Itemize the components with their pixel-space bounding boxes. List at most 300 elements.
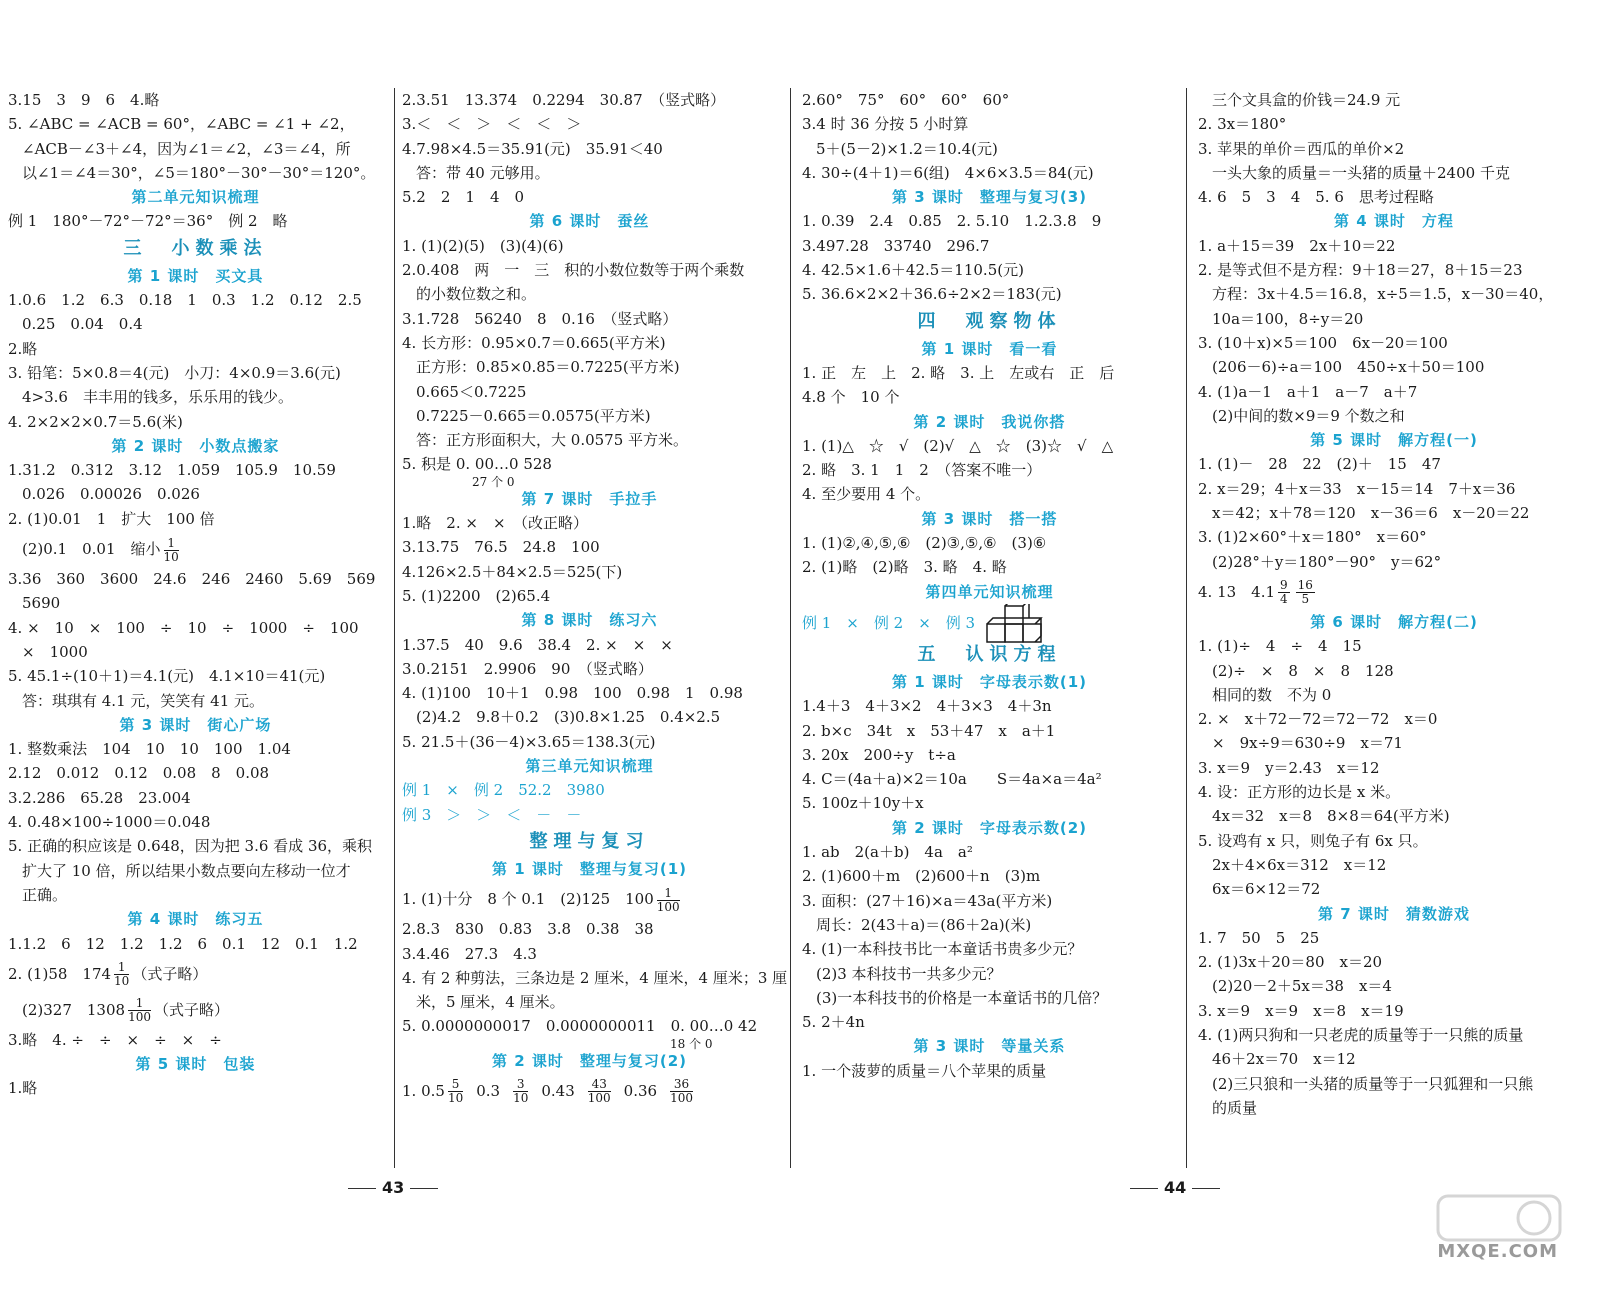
answer-line — [8, 834, 383, 858]
line-text: 第 3 课时 整理与复习(3) — [891, 188, 1088, 207]
line-text: 2. (1)600＋m (2)600＋n (3)m — [802, 867, 1041, 886]
answer-line — [8, 458, 383, 482]
answer-line — [402, 778, 777, 802]
fraction-numerator: 1 — [114, 961, 129, 975]
answer-line — [8, 361, 383, 385]
answer-line — [802, 937, 1177, 961]
line-text: 例 3 ＞ ＞ ＜ － － — [402, 805, 582, 824]
answer-line — [8, 883, 383, 907]
answer-line — [802, 986, 1177, 1010]
line-text: 第 4 课时 练习五 — [127, 910, 264, 929]
line-text: 3. 苹果的单价＝西瓜的单价×2 — [1198, 139, 1405, 158]
answer-line — [802, 1059, 1177, 1083]
line-text: 正确。 — [22, 885, 68, 904]
lesson-heading — [402, 754, 777, 778]
line-text: 三个文具盒的价钱＝24.9 元 — [1212, 91, 1401, 109]
lesson-heading — [802, 337, 1177, 361]
unit-heading — [802, 307, 1177, 337]
answer-line — [8, 410, 383, 434]
line-text: 2. 3x＝180° — [1198, 115, 1287, 134]
answer-line — [8, 664, 383, 688]
line-text: × 9x÷9＝630÷9 x＝71 — [1212, 734, 1403, 753]
line-text: 2.0.408 两 一 三 积的小数位数等于两个乘数 — [402, 261, 745, 280]
answer-line — [8, 567, 383, 591]
line-text: (2)3 本科技书一共多少元？ — [816, 964, 1002, 983]
line-text: 以∠1＝∠4＝30°，∠5＝180°－30°－30°＝120°。 — [22, 163, 376, 182]
answer-line — [802, 209, 1177, 233]
line-text: 周长：2(43＋a)＝(86＋2a)(米) — [816, 915, 1032, 934]
line-text: 2x＋4×6x＝312 x＝12 — [1212, 855, 1387, 874]
value-text: 0.36 — [623, 1081, 658, 1100]
line-text: 1.0.6 1.2 6.3 0.18 1 0.3 1.2 0.12 2.5 — [8, 291, 362, 310]
fraction — [1296, 579, 1315, 606]
line-text: 1. 正 左 上 2. 略 3. 上 左或右 正 后 — [802, 363, 1115, 382]
answer-line — [1198, 234, 1590, 258]
answer-line — [802, 458, 1177, 482]
answer-line — [1198, 756, 1590, 780]
answer-line — [802, 767, 1177, 791]
answer-line — [8, 209, 383, 233]
answer-line — [8, 161, 383, 185]
fraction — [164, 537, 179, 564]
line-text: 2. × x＋72－72＝72－72 x＝0 — [1198, 710, 1438, 729]
answer-line — [802, 962, 1177, 986]
fraction — [588, 1078, 611, 1105]
line-text: 3. (10＋x)×5＝100 6x－20＝100 — [1198, 333, 1448, 352]
underbrace-note — [402, 1036, 777, 1051]
line-text: 1. (1)②,④,⑤,⑥ (2)③,⑤,⑥ (3)⑥ — [802, 534, 1047, 553]
answer-line — [8, 932, 383, 956]
line-text: 第 1 课时 整理与复习(1) — [491, 859, 688, 878]
fraction-denominator: 10 — [447, 1091, 464, 1106]
fraction-numerator: 3 — [513, 1078, 528, 1092]
line-text: 3. 20x 200÷y t÷a — [802, 745, 956, 764]
line-text: 第 3 课时 搭一搭 — [921, 509, 1058, 528]
fraction — [513, 1078, 528, 1105]
line-text: 1. a＋15＝39 2x＋10＝22 — [1198, 236, 1396, 255]
line-text: 0.665＜0.7225 — [416, 382, 527, 401]
fraction — [114, 961, 129, 988]
answer-line — [802, 743, 1177, 767]
fraction-numerator: 43 — [588, 1078, 611, 1092]
answer-line — [1198, 1047, 1590, 1071]
line-text: x＝42；x＋78＝120 x－36＝6 x－20＝22 — [1212, 504, 1530, 523]
line-text: 3. 铅笔：5×0.8＝4(元) 小刀：4×0.9＝3.6(元) — [8, 363, 341, 382]
answer-line — [8, 531, 383, 567]
line-text: (2)0.1 0.01 缩小 — [22, 540, 161, 559]
line-text: 4.8 个 10 个 — [802, 388, 900, 407]
answer-line — [8, 591, 383, 615]
underbrace-note — [402, 474, 777, 489]
answer-line — [402, 917, 777, 941]
answer-line — [402, 535, 777, 559]
line-text: 3.15 3 9 6 4.略 — [8, 91, 160, 109]
lesson-heading — [802, 410, 1177, 434]
line-text: 第二单元知识梳理 — [131, 188, 260, 207]
lesson-heading — [802, 507, 1177, 531]
answer-line — [802, 258, 1177, 282]
line-text: 3.4 时 36 分按 5 小时算 — [802, 115, 969, 134]
line-text: 1. (1)－ 28 22 (2)＋ 15 47 — [1198, 455, 1441, 474]
answer-line — [8, 992, 383, 1028]
answer-line — [402, 88, 777, 112]
line-text: 5. 0.0000000017 0.0000000011 0. 00…0 42 — [402, 1017, 758, 1036]
line-text: 第 5 课时 解方程(一) — [1310, 431, 1478, 450]
watermark-text: MXQE.COM — [1437, 1241, 1558, 1262]
line-text: 4. 有 2 种剪法，三条边是 2 厘米，4 厘米，4 厘米；3 厘 — [402, 968, 788, 987]
line-text: ∠ACB－∠3＋∠4，因为∠1＝∠2，∠3＝∠4，所 — [22, 139, 351, 158]
line-text: 4x＝32 x＝8 8×8＝64(平方米) — [1212, 807, 1450, 826]
line-text: 2. 是等式但不是方程：9＋18＝27，8＋15＝23 — [1198, 261, 1523, 280]
answer-line — [8, 616, 383, 640]
line-text: 0.026 0.00026 0.026 — [22, 485, 200, 504]
column-1 — [8, 88, 383, 1101]
line-text: 5. 100z＋10y＋x — [802, 794, 924, 813]
line-text: 1. 7 50 5 25 — [1198, 928, 1320, 947]
answer-line — [802, 791, 1177, 815]
answer-line — [1198, 829, 1590, 853]
answer-line — [802, 385, 1177, 409]
answer-line — [802, 161, 1177, 185]
line-text: 1.37.5 40 9.6 38.4 2. × × × — [402, 635, 673, 654]
answer-line — [8, 1028, 383, 1052]
answer-line — [1198, 550, 1590, 574]
line-text: 1. (1)十分 8 个 0.1 (2)125 100 — [402, 890, 654, 909]
answer-line — [8, 88, 383, 112]
line-text: 4>3.6 丰丰用的钱多，乐乐用的钱少。 — [22, 388, 293, 407]
answer-line — [1198, 804, 1590, 828]
lesson-heading — [1198, 428, 1590, 452]
line-text: 一头大象的质量＝一头猪的质量＋2400 千克 — [1212, 163, 1510, 182]
line-text: 扩大了 10 倍，所以结果小数点要向左移动一位才 — [22, 861, 351, 880]
line-text: 3.＜ ＜ ＞ ＜ ＜ ＞ — [402, 115, 582, 134]
line-text: 2. x＝29；4＋x＝33 x－15＝14 7＋x＝36 — [1198, 479, 1516, 498]
answer-line — [8, 1076, 383, 1100]
answer-line — [1198, 974, 1590, 998]
line-text: 4. 13 4.1 — [1198, 582, 1276, 601]
answer-line — [1198, 404, 1590, 428]
line-text: 3. 面积：(27＋16)×a＝43a(平方米) — [802, 891, 1053, 910]
line-text: 第 2 课时 我说你搭 — [913, 412, 1066, 431]
fraction-denominator: 5 — [1301, 592, 1310, 607]
answer-line — [402, 803, 777, 827]
fraction-numerator: 1 — [128, 997, 151, 1011]
answer-line — [402, 404, 777, 428]
answer-line — [1198, 355, 1590, 379]
answer-line — [1198, 634, 1590, 658]
answer-line — [8, 112, 383, 136]
line-text: (2)20－2＋5x＝38 x＝4 — [1212, 977, 1392, 996]
answer-line — [402, 307, 777, 331]
line-text: (2)÷ × 8 × 8 128 — [1212, 661, 1394, 680]
line-text: 4. 42.5×1.6＋42.5＝110.5(元) — [802, 261, 1024, 280]
line-text: 第 1 课时 字母表示数(1) — [891, 672, 1088, 691]
column-divider — [790, 88, 791, 1168]
lesson-heading — [8, 1052, 383, 1076]
lesson-heading — [1198, 610, 1590, 634]
line-text: 1. (1)(2)(5) (3)(4)(6) — [402, 236, 564, 255]
line-text: 3.略 4. ÷ ÷ × ÷ × ÷ — [8, 1030, 222, 1049]
line-text: 5. 2＋4n — [802, 1013, 865, 1032]
answer-line — [402, 355, 777, 379]
fraction-denominator: 100 — [656, 899, 680, 914]
line-text: 4. (1)100 10＋1 0.98 100 0.98 1 0.98 — [402, 684, 743, 703]
answer-line — [802, 434, 1177, 458]
line-text: (2)28°＋y＝180°－90° y＝62° — [1212, 552, 1442, 571]
answer-line — [402, 730, 777, 754]
line-text: 18 个 0 — [670, 1036, 713, 1051]
line-text: 4. 设：正方形的边长是 x 米。 — [1198, 783, 1401, 802]
answer-line — [1198, 853, 1590, 877]
lesson-heading — [402, 857, 777, 881]
line-text: 3. x＝9 x＝9 x＝8 x＝19 — [1198, 1001, 1404, 1020]
line-suffix: （式子略） — [132, 964, 208, 983]
answer-line — [402, 705, 777, 729]
line-text: 第 7 课时 猜数游戏 — [1318, 904, 1470, 923]
lesson-heading — [802, 670, 1177, 694]
lesson-heading — [8, 264, 383, 288]
answer-line — [802, 531, 1177, 555]
fraction-numerator: 36 — [670, 1078, 693, 1092]
lesson-heading — [402, 487, 777, 511]
answer-line — [1198, 161, 1590, 185]
lesson-heading — [402, 1049, 777, 1073]
answer-line — [8, 956, 383, 992]
line-text: (2)中间的数×9＝9 个数之和 — [1212, 406, 1405, 425]
answer-line — [802, 1010, 1177, 1034]
line-text: 1. ab 2(a＋b) 4a a² — [802, 843, 973, 862]
answer-line — [1198, 877, 1590, 901]
line-text: 5.2 2 1 4 0 — [402, 188, 525, 207]
line-text: 1.略 2. × × （改正略） — [402, 514, 589, 533]
line-text: 1. (1)÷ 4 ÷ 4 15 — [1198, 637, 1362, 656]
answer-line — [8, 737, 383, 761]
column-4 — [1198, 88, 1590, 1120]
line-text: 1.1.2 6 12 1.2 1.2 6 0.1 12 0.1 1.2 — [8, 934, 358, 953]
line-text: 第 6 课时 解方程(二) — [1310, 612, 1478, 631]
line-text: 五 认识方程 — [917, 643, 1062, 665]
answer-line — [1198, 950, 1590, 974]
line-text: 46＋2x＝70 x＝12 — [1212, 1050, 1356, 1069]
value-text: 0.3 — [476, 1081, 501, 1100]
line-text: 1. 整数乘法 104 10 10 100 1.04 — [8, 740, 291, 759]
answer-line — [802, 604, 1177, 640]
answer-line — [1198, 258, 1590, 282]
answer-line — [402, 990, 777, 1014]
lesson-heading — [402, 608, 777, 632]
line-text: 整理与复习 — [529, 830, 650, 852]
answer-line — [8, 507, 383, 531]
fraction — [670, 1078, 693, 1105]
fraction-numerator: 5 — [448, 1078, 463, 1092]
answer-line — [402, 258, 777, 282]
answer-line — [1198, 574, 1590, 610]
line-text: 四 观察物体 — [917, 310, 1062, 332]
line-text: × 1000 — [22, 642, 88, 661]
answer-line — [1198, 731, 1590, 755]
answer-line — [802, 840, 1177, 864]
answer-line — [402, 234, 777, 258]
answer-line — [402, 657, 777, 681]
answer-line — [802, 137, 1177, 161]
line-text: 答：带 40 元够用。 — [416, 163, 550, 182]
answer-line — [802, 694, 1177, 718]
line-text: 5. 设鸡有 x 只，则兔子有 6x 只。 — [1198, 831, 1428, 850]
line-text: 2. (1)略 (2)略 3. 略 4. 略 — [802, 558, 1007, 577]
answer-line — [402, 681, 777, 705]
answer-line — [1198, 1096, 1590, 1120]
answer-line — [1198, 88, 1590, 112]
line-text: (2)327 1308 — [22, 1000, 126, 1019]
fraction-numerator: 9 — [1280, 578, 1288, 593]
answer-line — [1198, 380, 1590, 404]
line-text: (206－6)÷a＝100 450÷x＋50＝100 — [1212, 358, 1485, 377]
line-text: 3. x＝9 y＝2.43 x＝12 — [1198, 758, 1380, 777]
line-text: 0.25 0.04 0.4 — [22, 315, 143, 334]
answer-line — [1198, 1072, 1590, 1096]
line-text: 例 1 × 例 2 52.2 3980 — [402, 781, 605, 800]
fraction-denominator: 4 — [1280, 592, 1288, 607]
line-text: 6x＝6×12＝72 — [1212, 880, 1321, 899]
answer-line — [402, 1014, 777, 1038]
answer-line — [402, 380, 777, 404]
fraction-denominator: 100 — [128, 1010, 151, 1025]
fraction-denominator: 100 — [587, 1091, 611, 1106]
answer-line — [1198, 659, 1590, 683]
fraction — [1278, 579, 1290, 606]
answer-line — [1198, 707, 1590, 731]
line-text: 27 个 0 — [472, 474, 515, 489]
lesson-heading — [802, 185, 1177, 209]
lesson-heading — [8, 185, 383, 209]
answer-line — [1198, 926, 1590, 950]
line-text: 5690 — [22, 594, 61, 613]
answer-line — [402, 966, 788, 990]
line-text: 3.0.2151 2.9906 90 （竖式略） — [402, 659, 653, 678]
line-text: (2)三只狼和一头猪的质量等于一只狐狸和一只熊 — [1212, 1074, 1534, 1093]
line-text: 2. (1)0.01 1 扩大 100 倍 — [8, 509, 215, 528]
answer-line — [8, 288, 383, 312]
answer-line — [802, 282, 1177, 306]
lesson-heading — [802, 1034, 1177, 1058]
answer-line — [802, 555, 1177, 579]
answer-line — [8, 689, 383, 713]
answer-line — [1198, 501, 1590, 525]
line-text: 4. (1)一本科技书比一本童话书贵多少元？ — [802, 940, 1083, 959]
line-text: 正方形：0.85×0.85＝0.7225(平方米) — [416, 358, 680, 377]
line-text: 三 小数乘法 — [123, 237, 268, 259]
line-suffix: （式子略） — [153, 1000, 229, 1019]
fraction — [128, 997, 151, 1024]
line-text: 1. 一个菠萝的质量＝八个苹果的质量 — [802, 1061, 1047, 1080]
lesson-heading — [8, 713, 383, 737]
answer-line — [402, 560, 777, 584]
answer-line — [1198, 999, 1590, 1023]
answer-line — [802, 88, 1177, 112]
answer-line — [402, 452, 777, 476]
line-text: 第 4 课时 方程 — [1334, 212, 1454, 231]
line-text: (3)一本科技书的价格是一本童话书的几倍？ — [816, 988, 1108, 1007]
line-text: 3.4.46 27.3 4.3 — [402, 944, 537, 963]
lesson-heading — [8, 907, 383, 931]
answer-line — [8, 640, 383, 664]
line-text: 5. 21.5＋(36－4)×3.65＝138.3(元) — [402, 732, 656, 751]
answer-line — [1198, 452, 1590, 476]
answer-line — [1198, 331, 1590, 355]
line-text: 第 1 课时 看一看 — [921, 339, 1058, 358]
line-text: 第四单元知识梳理 — [925, 582, 1054, 601]
line-text: 5. 36.6×2×2＋36.6÷2×2＝183(元) — [802, 285, 1062, 304]
fraction — [657, 887, 680, 914]
answer-line — [402, 331, 777, 355]
line-text: 第 8 课时 练习六 — [521, 611, 658, 630]
stacked-cubes-icon — [985, 604, 1045, 644]
answer-line — [8, 761, 383, 785]
line-text: 3.497.28 33740 296.7 — [802, 236, 990, 255]
answer-line — [402, 137, 777, 161]
answer-line — [402, 185, 777, 209]
line-text: 2. b×c 34t x 53＋47 x a＋1 — [802, 721, 1056, 740]
line-text: 米，5 厘米，4 厘米。 — [416, 993, 565, 1012]
answer-line — [402, 942, 777, 966]
line-text: 第 1 课时 买文具 — [127, 266, 264, 285]
column-3 — [802, 88, 1177, 1083]
line-text: 的小数位数之和。 — [416, 285, 537, 304]
answer-line — [802, 719, 1177, 743]
line-text: 例 1 180°－72°－72°＝36° 例 2 略 — [8, 212, 288, 231]
column-divider — [1186, 88, 1187, 1168]
line-text: 2. (1)58 174 — [8, 964, 112, 983]
answer-line — [402, 112, 777, 136]
answer-line — [402, 584, 777, 608]
line-text: 2.8.3 830 0.83 3.8 0.38 38 — [402, 920, 654, 939]
lesson-heading — [802, 580, 1177, 604]
line-text: 2.12 0.012 0.12 0.08 8 0.08 — [8, 764, 270, 783]
line-text: 第 2 课时 整理与复习(2) — [491, 1051, 688, 1070]
answer-line — [802, 889, 1177, 913]
answer-line — [402, 282, 777, 306]
line-text: 方程：3x＋4.5＝16.8，x÷5＝1.5，x－30＝40， — [1212, 285, 1554, 304]
answer-line — [402, 881, 777, 917]
line-text: 例 1 × 例 2 × 例 3 — [802, 613, 976, 632]
answer-line — [1198, 683, 1590, 707]
answer-line — [1198, 477, 1590, 501]
line-text: 2.3.51 13.374 0.2294 30.87 （竖式略） — [402, 91, 726, 109]
line-text: 4. 6 5 3 4 5. 6 思考过程略 — [1198, 188, 1434, 207]
answer-line — [8, 137, 383, 161]
unit-heading — [402, 827, 777, 857]
answer-line — [8, 859, 383, 883]
answer-line — [402, 633, 777, 657]
line-text: 4. C＝(4a＋a)×2＝10a S＝4a×a＝4a² — [802, 770, 1102, 789]
value-text: 0.43 — [541, 1081, 575, 1100]
answer-line — [8, 482, 383, 506]
line-text: 3.13.75 76.5 24.8 100 — [402, 538, 600, 557]
line-text: 4. (1)a－1 a＋1 a－7 a＋7 — [1198, 382, 1418, 401]
answer-line — [402, 161, 777, 185]
line-text: 第 6 课时 蚕丝 — [529, 212, 650, 231]
answer-line — [1198, 1023, 1590, 1047]
answer-line — [1198, 780, 1590, 804]
line-text: 答：正方形面积大，大 0.0575 平方米。 — [416, 431, 689, 450]
line-text: 1. (1)△ ☆ √ (2)√ △ ☆ (3)☆ √ △ — [802, 436, 1114, 455]
answer-line — [402, 428, 777, 452]
answer-line — [1198, 307, 1590, 331]
line-text: 4. 30÷(4＋1)＝6(组) 4×6×3.5＝84(元) — [802, 163, 1094, 182]
fraction-numerator: 16 — [1297, 578, 1313, 593]
column-2 — [402, 88, 788, 1109]
line-text: 第 2 课时 字母表示数(2) — [891, 818, 1088, 837]
